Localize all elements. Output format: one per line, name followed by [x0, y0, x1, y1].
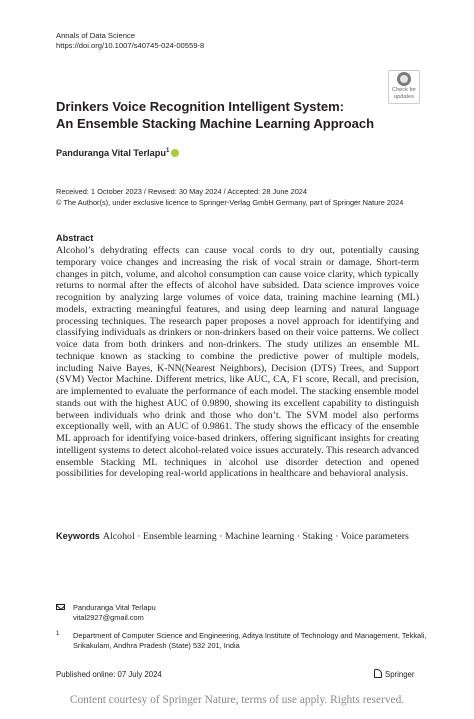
author-line	[56, 148, 179, 158]
publisher-name: Springer	[385, 670, 415, 679]
history-dates: Received: 1 October 2023 / Revised: 30 May 2024 / Accepted: 28 June 2024	[56, 187, 308, 196]
doi-link[interactable]: https://doi.org/10.1007/s40745-024-00559-8	[56, 41, 205, 50]
abstract-heading: Abstract	[56, 233, 94, 243]
corresponding-author-name: Panduranga Vital Terlapu	[73, 603, 156, 612]
check-for-updates-icon	[397, 72, 411, 86]
check-for-label: Check for	[392, 87, 416, 93]
publisher-mark	[374, 670, 414, 679]
affiliation-number: 1	[56, 631, 60, 637]
courtesy-notice: Content courtesy of Springer Nature, terms of use apply. Rights reserved.	[69, 694, 405, 706]
title-line-2: An Ensemble Stacking Machine Learning Approach	[56, 116, 375, 131]
affiliation-mark: 1	[165, 148, 170, 154]
keywords	[56, 531, 419, 543]
check-for-updates-badge[interactable]	[388, 70, 420, 104]
corresponding-author-email[interactable]: vital2927@gmail.com	[73, 613, 144, 622]
journal-name: Annals of Data Science	[56, 31, 135, 40]
article-history	[56, 187, 403, 208]
affiliation-text: Department of Computer Science and Engineering, Aditya Institute of Technology and Management, Tekkali, Srikakulam, Andhra Pradesh (State) 532 201, India	[73, 631, 427, 650]
updates-label: updates	[394, 93, 414, 100]
envelope-icon	[56, 604, 65, 610]
springer-horse-icon	[374, 669, 382, 678]
journal-header	[56, 31, 204, 51]
article-title	[56, 98, 386, 132]
author-name[interactable]: Panduranga Vital Terlapu	[56, 148, 166, 159]
title-line-1: Drinkers Voice Recognition Intelligent System:	[56, 99, 344, 114]
orcid-icon[interactable]	[171, 149, 179, 157]
keywords-label: Keywords	[56, 531, 100, 541]
keywords-list: Alcohol · Ensemble learning · Machine learning · Staking · Voice parameters	[102, 531, 409, 542]
copyright-notice: © The Author(s), under exclusive licence to Springer-Verlag GmbH Germany, part of Springer Nature 2024	[56, 197, 404, 207]
abstract-text: Alcohol’s dehydrating effects can cause vocal cords to dry out, potentially causing temporary voice changes and increasing the risk of vocal strain or damage. Short-term changes in pitch, volume, and alcohol consumption can cause voice clarity, which typically returns to normal after the effects of alcohol have subsided. Data science improves voice recognition by analyzing large volumes of voice data, training machine learning (ML) models, extracting meaningful features, and using deep learning and natural language processing techniques. The research paper proposes a novel approach for identifying and classifying individuals as drinkers or non-drinkers based on their voice patterns. We collect voice data from both drinkers and non-drinkers. The study utilizes an ensemble ML technique known as stacking to combine the predictive power of multiple models, including Naive Bayes, K-NN(Nearest Neighbors), Decision (DTS) Trees, and Support (SVM) Vector Machine. Different metrics, like AUC, CA, F1 score, Recall, and precision, are implemented to evaluate the performance of each model. The stacking ensemble model stands out with the highest AUC of 0.9890, showing its excellent capability to distinguish between individuals who drink and those who don’t. The SVM model also performs exceptionally well, with an AUC of 0.9861. The study shows the efficacy of the ensemble ML approach for identifying voice-based drinkers, offering significant insights for creating intelligent systems to detect alcohol-related voice issues accurately. This research advanced ensemble Stacking ML techniques in alcohol use disorder detection and opened possibilities for developing real-world applications in healthcare and behavioral analysis.	[56, 245, 419, 480]
published-online-date: Published online: 07 July 2024	[56, 670, 162, 679]
